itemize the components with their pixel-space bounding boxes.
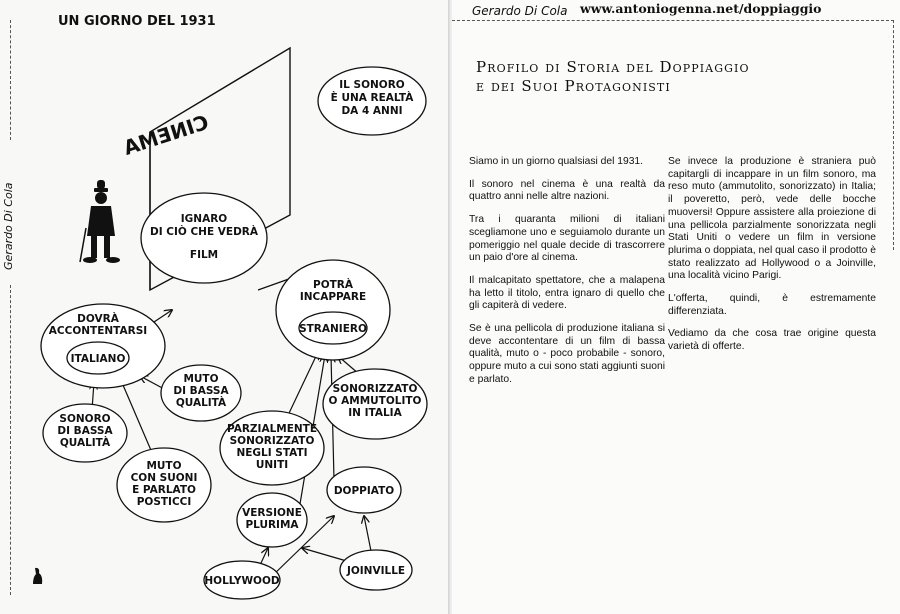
svg-text:CON SUONI: CON SUONI bbox=[130, 472, 198, 484]
node-parzialmente bbox=[220, 411, 324, 485]
node-doppiato bbox=[327, 467, 401, 513]
page-number-glyph bbox=[32, 566, 44, 586]
svg-text:DOVRÀ: DOVRÀ bbox=[77, 313, 119, 325]
node-sonoro-4-anni bbox=[318, 67, 426, 135]
svg-text:IN ITALIA: IN ITALIA bbox=[348, 407, 402, 419]
article-title bbox=[476, 58, 856, 96]
svg-text:DOPPIATO: DOPPIATO bbox=[333, 485, 395, 497]
node-dovra-accontentarsi bbox=[41, 304, 165, 388]
header-url[interactable]: www.antoniogenna.net/doppiaggio bbox=[580, 1, 822, 16]
text-column-1 bbox=[469, 156, 665, 397]
svg-text:SONORIZZATO: SONORIZZATO bbox=[229, 435, 315, 447]
paragraph: Il malcapitato spettatore, che a malapena ha letto il titolo, entra ignaro di quello che gli capiterà di vedere. bbox=[469, 274, 665, 312]
svg-text:POSTICCI: POSTICCI bbox=[136, 496, 192, 508]
svg-text:ACCONTENTARSI: ACCONTENTARSI bbox=[48, 325, 148, 337]
svg-text:SONORO: SONORO bbox=[59, 413, 111, 425]
svg-text:FILM: FILM bbox=[189, 249, 219, 261]
title-line-1: Profilo di Storia del Doppiaggio bbox=[476, 58, 750, 76]
svg-text:DA 4 ANNI: DA 4 ANNI bbox=[341, 105, 403, 117]
side-author: Gerardo Di Cola bbox=[2, 182, 15, 270]
node-potra-incappare bbox=[276, 260, 390, 360]
right-page bbox=[452, 0, 900, 614]
node-versione-plurima bbox=[237, 493, 307, 547]
svg-text:IGNARO: IGNARO bbox=[180, 213, 228, 225]
node-sonorizzato bbox=[323, 369, 427, 439]
screen-label: CINEMA bbox=[120, 109, 212, 160]
paragraph: L'offerta, quindi, è estremamente differenziata. bbox=[668, 293, 876, 317]
paragraph: Tra i quaranta milioni di italiani scegliamone uno e seguiamolo durante un pomeriggio nel quale decide di trascorrere un paio d'ore al cinema. bbox=[469, 214, 665, 264]
svg-text:INCAPPARE: INCAPPARE bbox=[299, 291, 367, 303]
svg-text:O AMMUTOLITO: O AMMUTOLITO bbox=[328, 395, 422, 407]
svg-text:HOLLYWOOD: HOLLYWOOD bbox=[204, 575, 280, 587]
header-side-rule bbox=[893, 20, 894, 250]
text-column-2 bbox=[668, 156, 876, 364]
node-muto-suoni bbox=[117, 448, 211, 522]
svg-text:PARZIALMENTE: PARZIALMENTE bbox=[226, 423, 318, 435]
paragraph: Vediamo da che cosa trae origine questa varietà di offerte. bbox=[668, 328, 876, 353]
svg-text:POTRÀ: POTRÀ bbox=[313, 279, 353, 291]
paragraph: Siamo in un giorno qualsiasi del 1931. bbox=[469, 156, 644, 167]
svg-text:QUALITÀ: QUALITÀ bbox=[175, 397, 227, 409]
svg-text:IL SONORO: IL SONORO bbox=[339, 79, 405, 91]
svg-text:DI BASSA: DI BASSA bbox=[173, 385, 229, 397]
diagram-title: UN GIORNO DEL 1931 bbox=[58, 14, 216, 29]
paragraph: Il sonoro nel cinema è una realtà da quattro anni nelle altre nazioni. bbox=[469, 178, 665, 203]
svg-text:QUALITÀ: QUALITÀ bbox=[59, 437, 111, 449]
svg-text:E PARLATO: E PARLATO bbox=[132, 484, 196, 496]
svg-text:DI BASSA: DI BASSA bbox=[57, 425, 113, 437]
node-ignaro bbox=[141, 193, 267, 283]
title-line-2: e dei Suoi Protagonisti bbox=[476, 77, 671, 95]
svg-text:DI CIÒ CHE VEDRÀ: DI CIÒ CHE VEDRÀ bbox=[149, 226, 259, 238]
svg-text:VERSIONE: VERSIONE bbox=[242, 507, 302, 519]
paragraph: Se è una pellicola di produzione italiana si deve accontentare di un film di bassa qualità, muto o - poco probabile - sonoro, oppure muto a cui sono stati aggiunti suoni e parlato. bbox=[469, 323, 665, 385]
svg-text:ITALIANO: ITALIANO bbox=[70, 353, 126, 365]
node-hollywood bbox=[204, 561, 280, 599]
paragraph: Se invece la produzione è straniera può capitargli di incappare in un film sonoro, ma reso muto (ammutolito, sonorizzato) in Italia; il poveretto, però, vede delle bocche muoversi! Oppure assistere alla proiezione di una pellicola parzialmente sonorizzata negli Stati Uniti o vedere un film in versione plurima o doppiata, nel qual caso il prodotto è stato realizzato ad Hollywood o a Joinville, una località vicino Parigi. bbox=[668, 156, 876, 282]
svg-text:È UNA REALTÀ: È UNA REALTÀ bbox=[330, 92, 414, 104]
chaplin-figure bbox=[80, 180, 120, 263]
svg-text:SONORIZZATO: SONORIZZATO bbox=[332, 383, 418, 395]
svg-text:PLURIMA: PLURIMA bbox=[245, 519, 299, 531]
header-author: Gerardo Di Cola bbox=[472, 4, 568, 18]
svg-text:JOINVILLE: JOINVILLE bbox=[346, 565, 406, 577]
node-muto-bassa bbox=[161, 365, 241, 421]
svg-text:UNITI: UNITI bbox=[255, 459, 289, 471]
svg-text:MUTO: MUTO bbox=[183, 373, 219, 385]
svg-text:NEGLI STATI: NEGLI STATI bbox=[236, 447, 308, 459]
header-rule bbox=[452, 20, 894, 21]
svg-text:MUTO: MUTO bbox=[146, 460, 182, 472]
node-sonoro-bassa bbox=[43, 404, 127, 462]
node-joinville bbox=[340, 550, 412, 590]
svg-text:STRANIERO: STRANIERO bbox=[299, 323, 367, 335]
